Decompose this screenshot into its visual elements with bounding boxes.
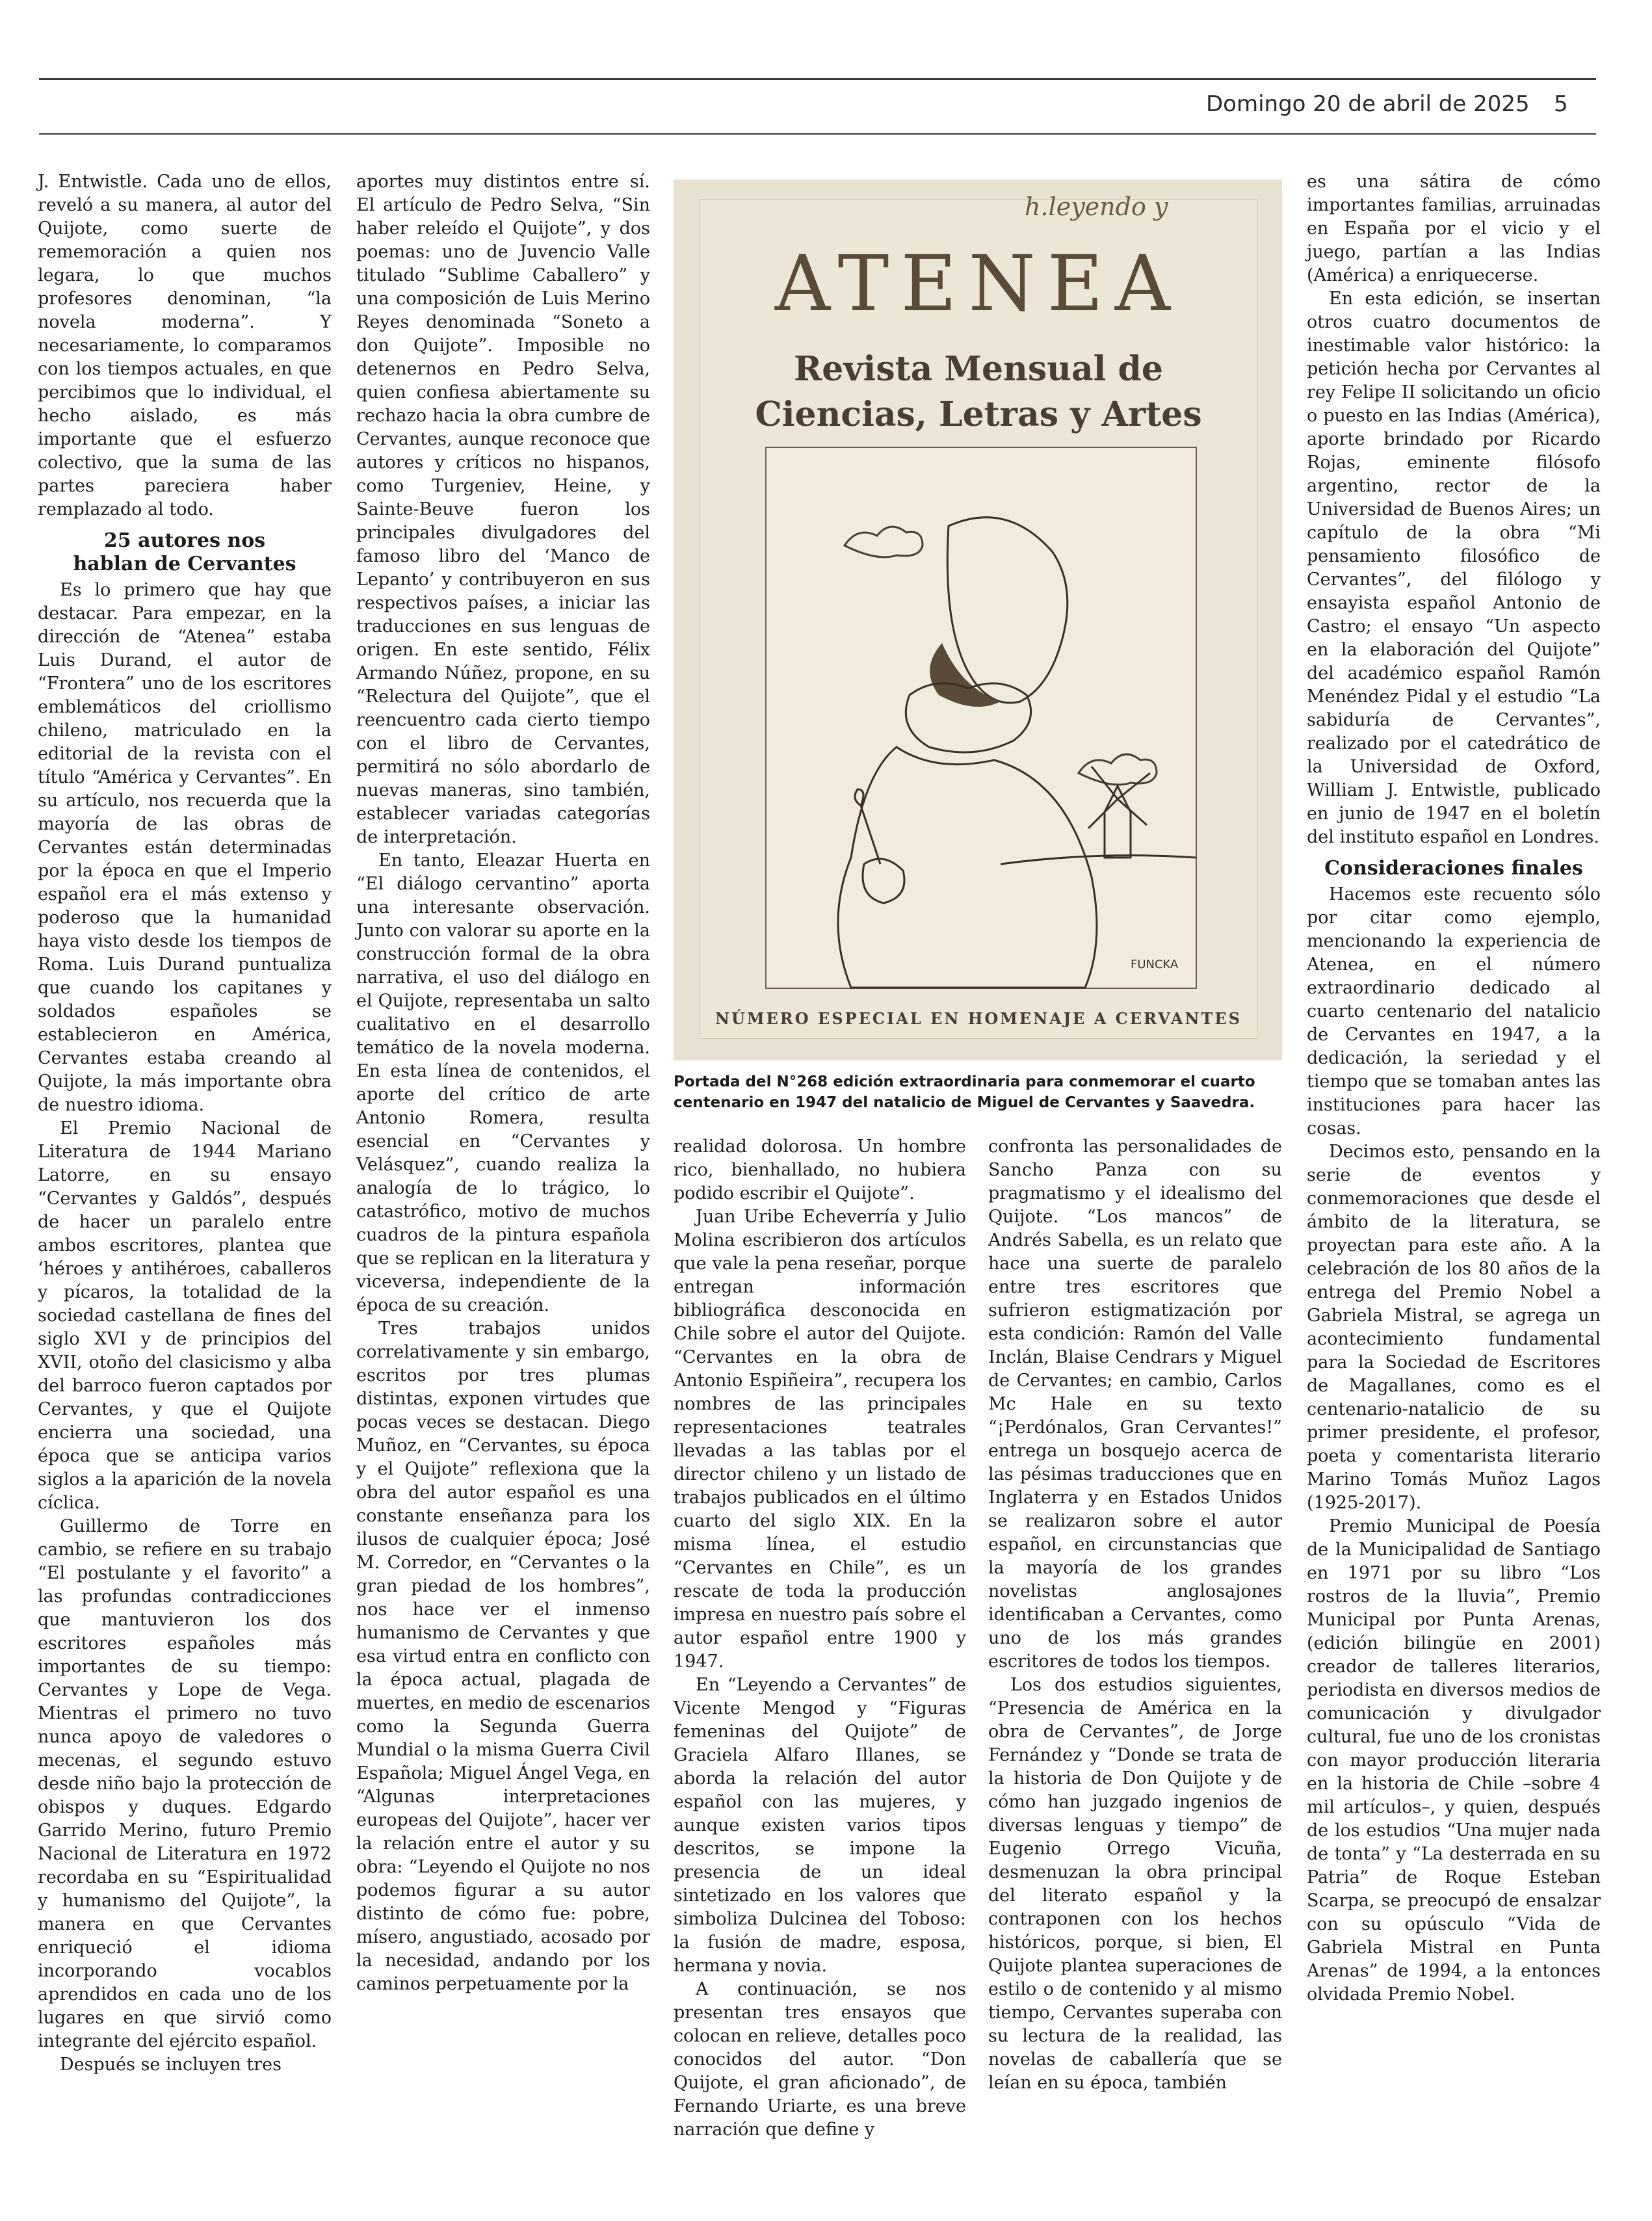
paragraph: A continuación, se nos presentan tres ensayos que colocan en relieve, detalles poco conocidos del autor. “Don Quijote, el gran aficionado”, de Fernando Uriarte, es una breve narración que define y: [674, 1979, 966, 2140]
magazine-cover-image: [674, 179, 1282, 1060]
paragraph: aportes muy distintos entre sí. El artículo de Pedro Selva, “Sin haber releído el Quijote”, y dos poemas: uno de Juvencio Valle titulado “Sublime Caballero” y una composición de Luis Merino Reyes denominada “Soneto a don Quijote”. Imposible no detenernos en Pedro Selva, quien confiesa abiertamente su rechazo hacia la obra cumbre de Cervantes, aunque reconoce que autores y críticos no hispanos, como Turgeniev, Heine, y Sainte-Beuve fueron los principales divulgadores del famoso libro del ‘Manco de Lepanto’ y contribuyeron en sus respectivos países, a iniciar las traducciones en sus lenguas de origen. En este sentido, Félix Armando Núñez, propone, en su “Relectura del Quijote”, que el reencuentro cada cierto tiempo con el libro de Cervantes, permitirá no sólo abordarlo de nuevas maneras, sino también, establecer variadas categorías de interpretación.: [356, 172, 650, 847]
paragraph: En “Leyendo a Cervantes” de Vicente Mengod y “Figuras femeninas del Quijote” de Graciela Alfaro Illanes, se aborda la relación del autor español con las mujeres, y aunque existen varios tipos descritos, se impone la presencia de un ideal sintetizado en los valores que simboliza Dulcinea del Toboso: la fusión de madre, esposa, hermana y novia.: [674, 1675, 966, 1976]
paragraph: realidad dolorosa. Un hombre rico, bienhallado, no hubiera podido escribir el Quijote”.: [674, 1137, 966, 1203]
paragraph: El Premio Nacional de Literatura de 1944 Mariano Latorre, en su ensayo “Cervantes y Galdós”, después de hacer un paralelo entre ambos escritores, plantea que ‘héroes y antihéroes, caballeros y pícaros, la totalidad de la sociedad castellana de fines del siglo XVI y de principios del XVII, otoño del clasicismo y alba del barroco fueron captados por Cervantes, y que el Quijote encierra una sociedad, una época que se anticipa varios siglos a la aparición de la novela cíclica.: [38, 1118, 332, 1513]
paragraph: es una sátira de cómo importantes familias, arruinadas en España por el vicio y el juego, partían a las Indias (América) a enriquecerse.: [1307, 172, 1601, 285]
paragraph: confronta las personalidades de Sancho Panza con su pragmatismo y el idealismo del Quijote. “Los mancos” de Andrés Sabella, es un relato que hace una suerte de paralelo entre tres escritores que sufrieron estigmatización por esta condición: Ramón del Valle Inclán, Blaise Cendrars y Miguel de Cervantes; en cambio, Carlos Mc Hale en su texto “¡Perdónalos, Gran Cervantes!” entrega un bosquejo acerca de las pésimas traducciones que en Inglaterra y en Estados Unidos se realizaron sobre el autor español, en circunstancias que la mayoría de los grandes novelistas anglosajones identificaban a Cervantes, como uno de los más grandes escritores de todos los tiempos.: [988, 1137, 1282, 1672]
figure-caption: Portada del N°268 edición extraordinaria para conmemorar el cuarto centenario en 1947 del natalicio de Miguel de Cervantes y Saavedra.: [674, 1073, 1255, 1111]
cover-title: ATENEA: [774, 239, 1183, 328]
head-outline: [947, 518, 1068, 703]
heading-line: 25 autores nos: [103, 529, 266, 552]
paragraph: Tres trabajos unidos correlativamente y sin embargo, escritos por tres plumas distintas, exponen virtudes que pocas veces se destacan. Diego Muñoz, en “Cervantes, su época y el Quijote” reflexiona que la obra del autor español es una constante enseñanza para los ilusos de cualquier época; José M. Corredor, en “Cervantes o la gran piedad de los hombres”, nos hace ver el inmenso humanismo de Cervantes y que esa virtud entra en conflicto con la época actual, plagada de muertes, en medio de escenarios como la Segunda Guerra Mundial o la misma Guerra Civil Española; Miguel Ángel Vega, en “Algunas interpretaciones europeas del Quijote”, hacer ver la relación entre el autor y su obra: “Leyendo el Quijote no nos podemos figurar a su autor distinto de cómo fue: pobre, mísero, angustiado, acosado por la necesidad, andando por los caminos perpetuamente por la: [356, 1319, 650, 1994]
paragraph: Es lo primero que hay que destacar. Para empezar, en la dirección de “Atenea” estaba Luis Durand, el autor de “Frontera” uno de los escritores emblemáticos del criollismo chileno, matriculado en la editorial de la revista con el título “América y Cervantes”. En su artículo, nos recuerda que la mayoría de las obras de Cervantes están determinadas por la época en que el Imperio español era el más extenso y poderoso que la humanidad haya visto desde los tiempos de Roma. Luis Durand puntualiza que cuando los capitanes y soldados españoles se establecieron en América, Cervantes estaba creando al Quijote, la más importante obra de nuestro idioma.: [38, 580, 332, 1115]
cover-special-issue-caption: NÚMERO ESPECIAL EN HOMENAJE A CERVANTES: [715, 1009, 1242, 1028]
article-column-5: [1307, 170, 1601, 2199]
paragraph: Hacemos este recuento sólo por citar como ejemplo, mencionando la experiencia de Atenea, en el número extraordinario dedicado al cuarto centenario del natalicio de Cervantes en 1947, a la dedicación, la seriedad y el tiempo que se tomaban antes las instituciones para hacer las cosas.: [1307, 884, 1601, 1138]
paragraph: Decimos esto, pensando en la serie de eventos y conmemoraciones que desde el ámbito de la literatura, se proyectan para este año. A la celebración de los 80 años de la entrega del Premio Nobel a Gabriela Mistral, se agrega un acontecimiento fundamental para la Sociedad de Escritores de Magallanes, como es el centenario-natalicio de su primer presidente, el profesor, poeta y comentarista literario Marino Tomás Muñoz Lagos (1925-2017).: [1307, 1142, 1601, 1513]
article-column-1: [38, 170, 332, 2199]
article-column-4: [988, 1135, 1282, 2201]
cloud-right: [1079, 754, 1157, 785]
paragraph: Después se incluyen tres: [60, 2055, 282, 2075]
article-column-3: [674, 1135, 966, 2201]
heading-line: hablan de Cervantes: [73, 553, 296, 575]
paragraph: Guillermo de Torre en cambio, se refiere en su trabajo “El postulante y el favorito” a las profundas contradicciones que mantuvieron los dos escritores españoles más importantes de su tiempo: Cervantes y Lope de Vega. Mientras el primero no tuvo nunca apoyo de valedores o mecenas, el segundo estuvo desde niño bajo la protección de obispos y duques. Edgardo Garrido Merino, futuro Premio Nacional de Literatura en 1972 recordaba en su “Espiritualidad y humanismo del Quijote”, la manera en que Cervantes enriqueció el idioma incorporando vocablos aprendidos en cada uno de los lugares en que sirvió como integrante del ejército español.: [38, 1516, 332, 2051]
paragraph: J. Entwistle. Cada uno de ellos, reveló a su manera, al autor del Quijote, como suerte de rememoración a quien nos legara, lo que muchos profesores denominan, “la novela moderna”. Y necesariamente, lo comparamos con los tiempos actuales, en que percibimos que lo individual, el hecho aislado, es más importante que el esfuerzo colectivo, que la suma de las partes pareciera haber remplazado al todo.: [38, 172, 332, 519]
cloud-left: [845, 527, 923, 557]
article-column-2: [356, 170, 650, 1994]
paragraph: Premio Municipal de Poesía de la Municipalidad de Santiago en 1971 por su libro “Los rostros de la lluvia”, Premio Municipal por Punta Arenas, (edición bilingüe en 2001) creador de talleres literarios, periodista en diversos medios de comunicación y divulgador cultural, fue uno de los cronistas con mayor producción literaria en la historia de Chile –sobre 4 mil artículos–, y quien, después de los estudios “Una mujer nada de tonta” y “La desterrada en su Patria” de Roque Esteban Scarpa, se preocupó de ensalzar con su opúsculo “Vida de Gabriela Mistral en Punta Arenas” de 1994, a la entonces olvidada Premio Nobel.: [1307, 1516, 1601, 2004]
page-number: 5: [1554, 91, 1568, 117]
paragraph: En esta edición, se insertan otros cuatro documentos de inestimable valor histórico: la petición hecha por Cervantes al rey Felipe II solicitando un oficio o puesto en las Indias (América), aporte brindado por Ricardo Rojas, eminente filósofo argentino, rector de la Universidad de Buenos Aires; un capítulo de la obra “Mi pensamiento filosófico de Cervantes”, del filólogo y ensayista español Antonio de Castro; el ensayo “Un aspecto en la elaboración del Quijote” del académico español Ramón Menéndez Pidal y el estudio “La sabiduría de Cervantes”, realizado por el catedrático de la Universidad de Oxford, William J. Entwistle, publicado en junio de 1947 en el boletín del instituto español en Londres.: [1307, 289, 1601, 847]
cover-subtitle-line2: Ciencias, Letras y Artes: [755, 395, 1202, 434]
landscape-line: [1001, 856, 1196, 864]
header-top-rule: [39, 78, 1596, 80]
paragraph: Juan Uribe Echeverría y Julio Molina escribieron dos artículos que vale la pena reseñar, porque entregan información bibliográfica desconocida en Chile sobre el autor del Quijote. “Cervantes en la obra de Antonio Espiñeira”, recupera los nombres de las principales representaciones teatrales llevadas a las tablas por el director chileno y un listado de trabajos publicados en el último cuarto del siglo XIX. En la misma línea, el estudio “Cervantes en Chile”, es un rescate de toda la producción impresa en nuestro país sobre el autor español entre 1900 y 1947.: [674, 1207, 966, 1672]
header-bottom-rule: [39, 133, 1596, 135]
section-heading-25-autores: [38, 529, 332, 576]
paragraph: En tanto, Eleazar Huerta en “El diálogo cervantino” aporta una interesante observación. Junto con valorar su aporte en la construcción formal de la obra narrativa, el uso del diálogo en el Quijote, representaba un salto cualitativo en el desarrollo temático de la novela moderna. En esta línea de contenidos, el aporte del crítico de arte Antonio Romera, resulta esencial en “Cervantes y Velásquez”, cuando realiza la analogía de lo trágico, lo catastrófico, motivo de muchos cuadros de la pintura española que se replican en la literatura y viceversa, independiente de la época de su creación.: [356, 850, 650, 1315]
cervantes-portrait-illustration: [765, 447, 1197, 989]
header-date: Domingo 20 de abril de 2025: [1206, 91, 1530, 117]
handwritten-note: h.leyendo y: [1025, 192, 1168, 221]
paragraph: Los dos estudios siguientes, “Presencia de América en la obra de Cervantes”, de Jorge Fernández y “Donde se trata de la historia de Don Quijote y de cómo han juzgado ingenios de diversas lenguas y tiempo” de Eugenio Orrego Vicuña, desmenuzan la obra principal del literato español y la contraponen con los hechos históricos, porque, si bien, El Quijote plantea superaciones de estilo o de contenido y al mismo tiempo, Cervantes superaba con su lectura de la realidad, las novelas de caballería que se leían en su época, también: [988, 1675, 1282, 2093]
artist-signature: FUNCKA: [1131, 958, 1179, 971]
section-heading-consideraciones: Consideraciones finales: [1324, 857, 1583, 880]
cover-subtitle-line1: Revista Mensual de: [794, 349, 1163, 389]
body-outline: [838, 747, 1097, 988]
cover-frame: [700, 199, 1257, 1039]
